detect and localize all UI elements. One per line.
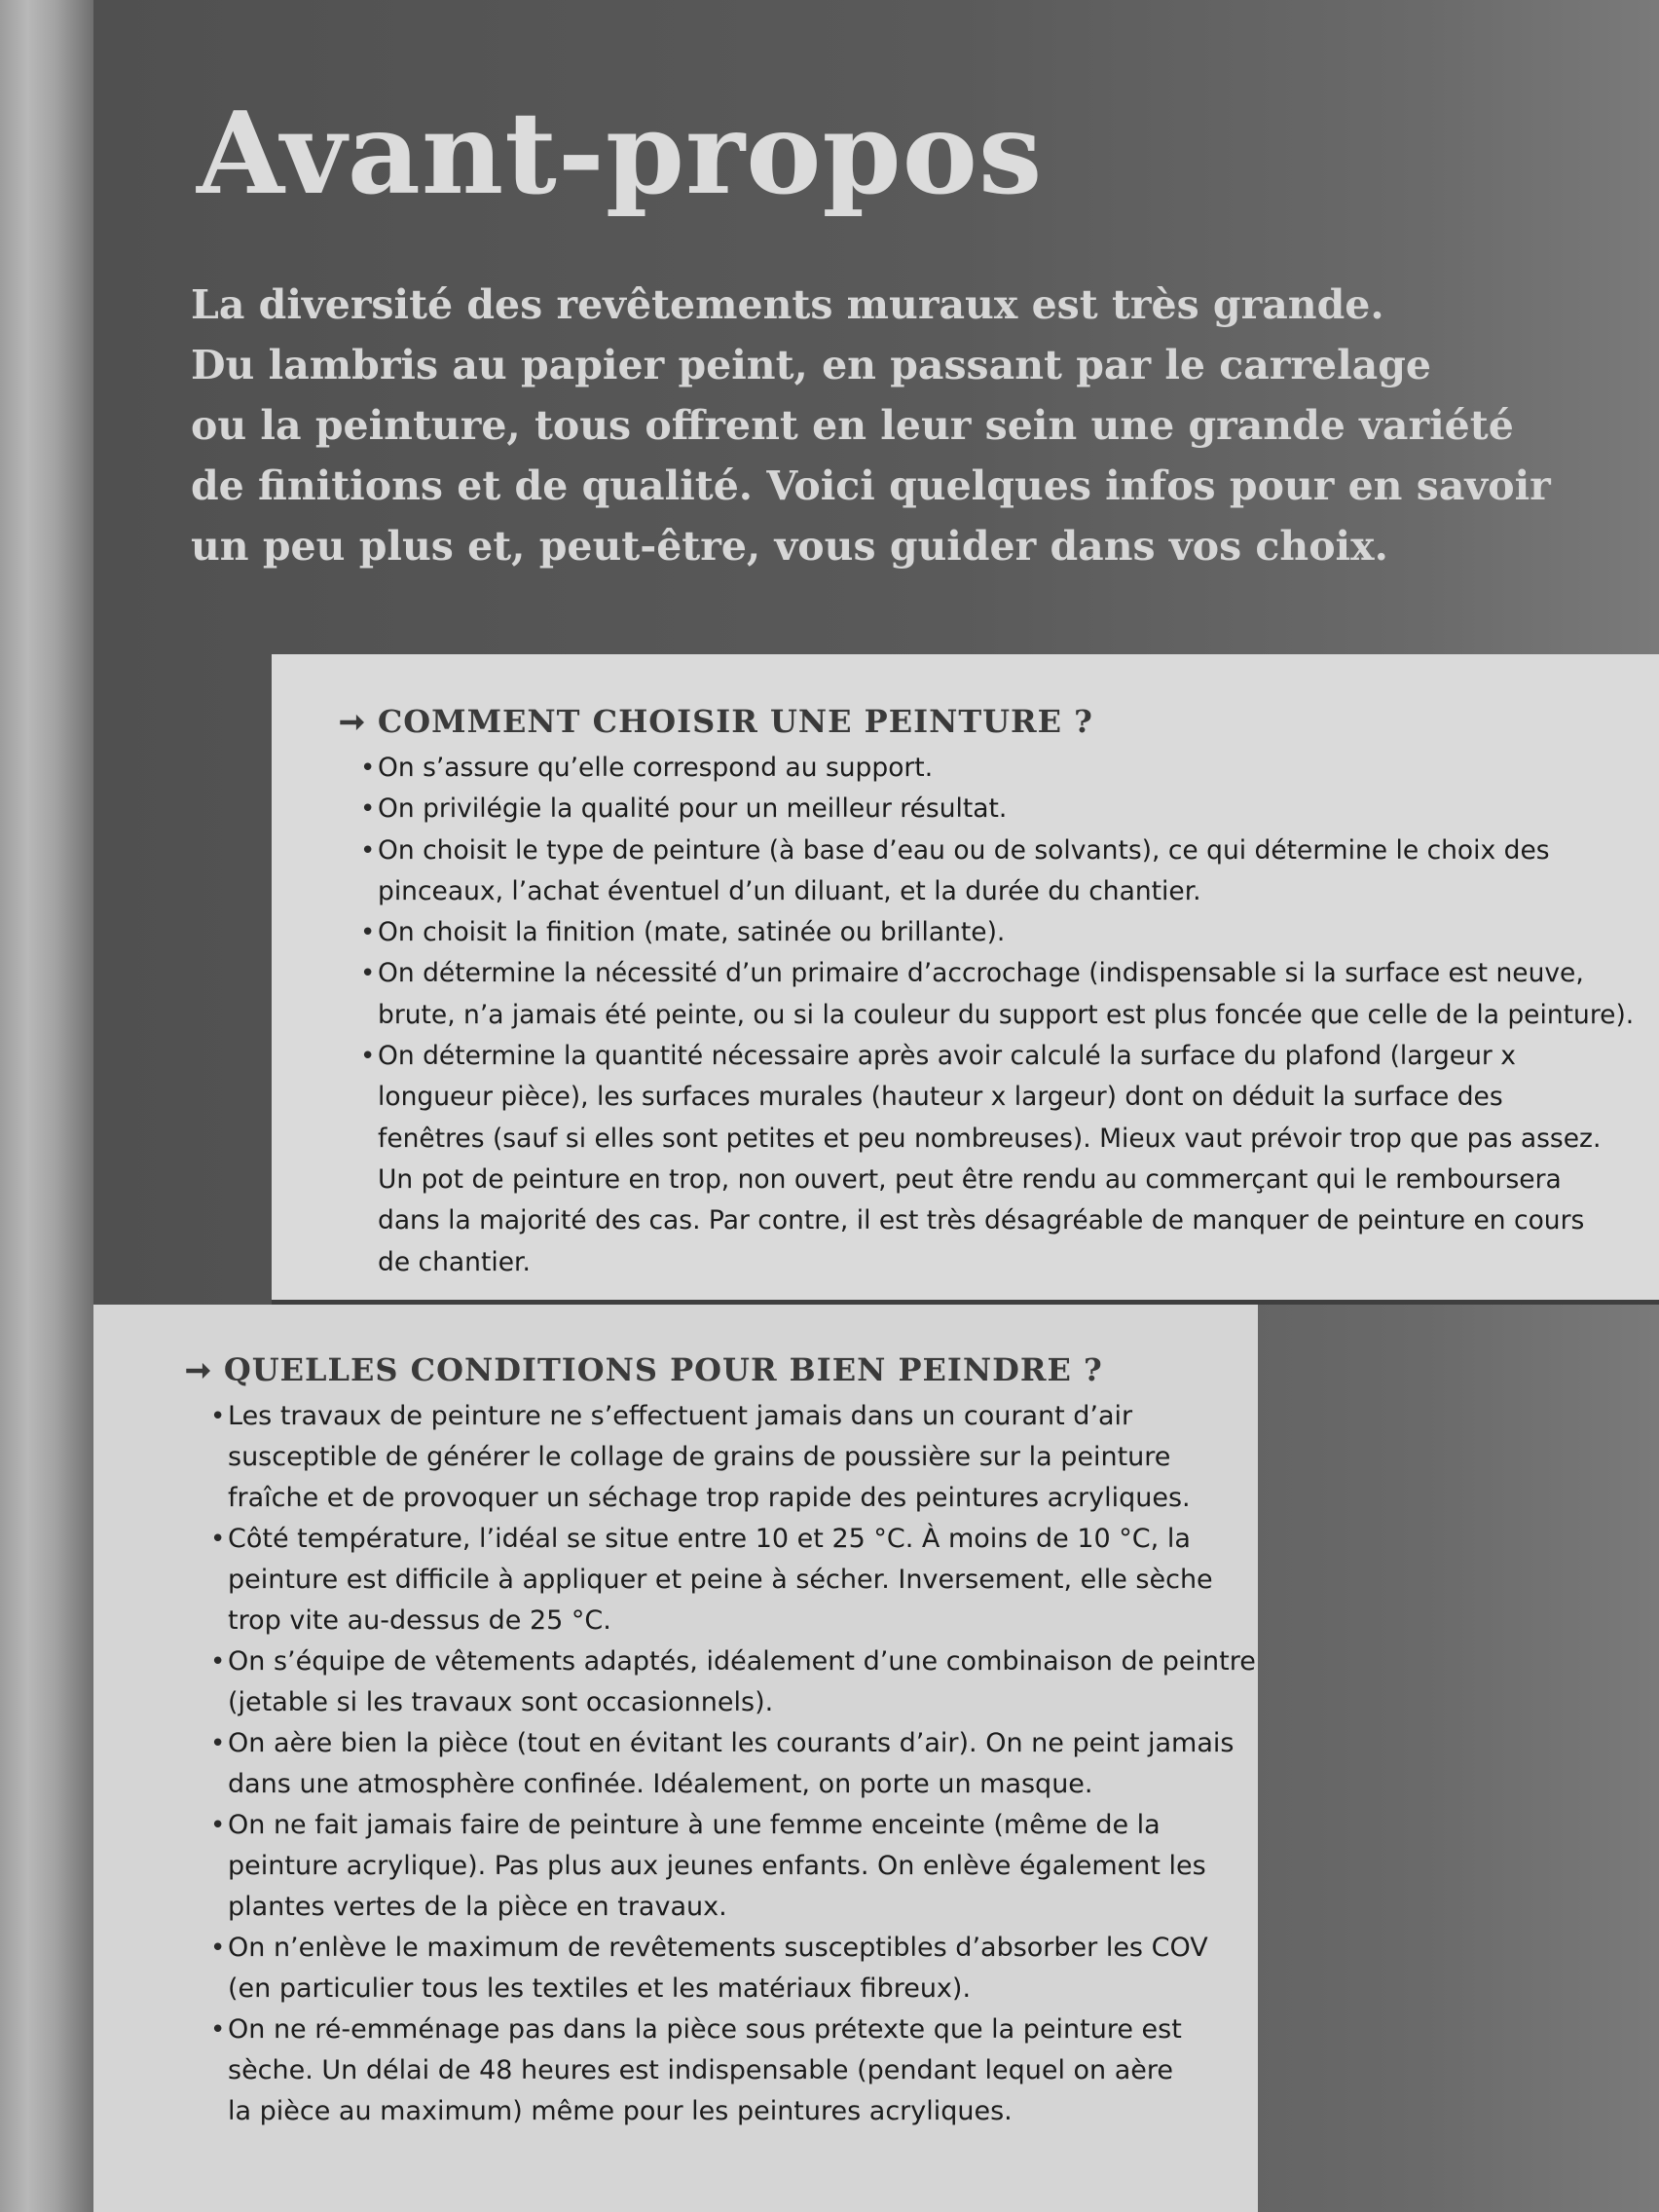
list-item <box>360 748 1645 789</box>
item-line: • On s’équipe de vêtements adaptés, idéalement d’une combinaison de peintre <box>228 1646 1256 1677</box>
section-heading-text: QUELLES CONDITIONS POUR BIEN PEINDRE ? <box>223 1351 1103 1388</box>
item-line: plantes vertes de la pièce en travaux. <box>228 1892 727 1922</box>
item-line: trop vite au-dessus de 25 °C. <box>228 1605 611 1636</box>
item-line: • On s’assure qu’elle correspond au support. <box>378 753 934 783</box>
item-line: susceptible de générer le collage de grains de poussière sur la peinture <box>228 1442 1171 1472</box>
item-line: dans la majorité des cas. Par contre, il est très désagréable de manquer de peinture en cours <box>378 1205 1585 1236</box>
intro-line: de finitions et de qualité. Voici quelques infos pour en savoir <box>191 462 1551 509</box>
page-title: Avant-propos <box>197 88 1044 220</box>
item-line: • Côté température, l’idéal se situe entre 10 et 25 °C. À moins de 10 °C, la <box>228 1524 1191 1554</box>
arrow-icon: ➞ <box>185 1351 212 1388</box>
item-line: • On privilégie la qualité pour un meilleur résultat. <box>378 793 1008 825</box>
item-line: sèche. Un délai de 48 heures est indispensable (pendant lequel on aère <box>228 2055 1174 2085</box>
list-item <box>360 953 1645 1036</box>
bullet-list <box>360 748 1645 1283</box>
item-line: • Les travaux de peinture ne s’effectuent jamais dans un courant d’air <box>228 1401 1133 1431</box>
item-line: peinture est difficile à appliquer et peine à sécher. Inversement, elle sèche <box>228 1565 1213 1595</box>
list-item <box>210 1928 1242 2009</box>
intro-line: ou la peinture, tous offrent en leur sein une grande variété <box>191 402 1514 449</box>
list-item <box>210 1723 1242 1805</box>
intro-line: Du lambris au papier peint, en passant par le carrelage <box>191 342 1431 388</box>
list-item <box>360 1036 1645 1283</box>
item-line: • On détermine la quantité nécessaire après avoir calculé la surface du plafond (largeur x <box>378 1041 1516 1072</box>
list-item <box>210 1519 1242 1641</box>
item-line: pinceaux, l’achat éventuel d’un diluant, et la durée du chantier. <box>378 875 1201 906</box>
list-item <box>360 830 1645 913</box>
intro-line: La diversité des revêtements muraux est très grande. <box>191 281 1384 328</box>
intro-paragraph <box>191 275 1554 576</box>
item-line: fraîche et de provoquer un séchage trop rapide des peintures acryliques. <box>228 1483 1191 1513</box>
item-line: (jetable si les travaux sont occasionnels). <box>228 1687 774 1717</box>
item-line: peinture acrylique). Pas plus aux jeunes enfants. On enlève également les <box>228 1851 1206 1881</box>
item-line: • On ne ré-emménage pas dans la pièce sous prétexte que la peinture est <box>228 2014 1182 2045</box>
section-painting-conditions <box>93 1305 1258 2212</box>
item-line: dans une atmosphère confinée. Idéalement, on porte un masque. <box>228 1769 1093 1799</box>
item-line: • On choisit la finition (mate, satinée ou brillante). <box>378 917 1006 948</box>
item-line: • On choisit le type de peinture (à base d’eau ou de solvants), ce qui détermine le choix des <box>378 834 1550 866</box>
item-line: • On détermine la nécessité d’un primaire d’accrochage (indispensable si la surface est neuve, <box>378 958 1584 989</box>
list-item <box>210 1805 1242 1928</box>
page-edge <box>0 0 93 2212</box>
section-heading <box>185 1351 1103 1388</box>
arrow-icon: ➞ <box>339 703 366 740</box>
item-line: • On aère bien la pièce (tout en évitant les courants d’air). On ne peint jamais <box>228 1728 1235 1758</box>
list-item <box>360 912 1645 953</box>
section-paint-choice <box>272 654 1659 1300</box>
list-item <box>210 1396 1242 1519</box>
item-line: • On ne fait jamais faire de peinture à une femme enceinte (même de la <box>228 1810 1161 1840</box>
section-heading-text: COMMENT CHOISIR UNE PEINTURE ? <box>377 703 1093 740</box>
item-line: (en particulier tous les textiles et les matériaux fibreux). <box>228 1973 972 2004</box>
section-heading <box>339 703 1093 740</box>
item-line: fenêtres (sauf si elles sont petites et peu nombreuses). Mieux vaut prévoir trop que pas assez. <box>378 1123 1602 1154</box>
item-line: • On n’enlève le maximum de revêtements susceptibles d’absorber les COV <box>228 1933 1208 1963</box>
intro-line: un peu plus et, peut-être, vous guider dans vos choix. <box>191 523 1388 570</box>
item-line: Un pot de peinture en trop, non ouvert, peut être rendu au commerçant qui le remboursera <box>378 1163 1562 1195</box>
bullet-list <box>210 1396 1256 2132</box>
item-line: brute, n’a jamais été peinte, ou si la couleur du support est plus foncée que celle de la peinture). <box>378 999 1635 1030</box>
list-item <box>210 1641 1256 1723</box>
list-item <box>210 2009 1242 2132</box>
list-item <box>360 789 1645 830</box>
item-line: la pièce au maximum) même pour les peintures acryliques. <box>228 2096 1013 2126</box>
item-line: longueur pièce), les surfaces murales (hauteur x largeur) dont on déduit la surface des <box>378 1082 1503 1113</box>
item-line: de chantier. <box>378 1246 531 1277</box>
